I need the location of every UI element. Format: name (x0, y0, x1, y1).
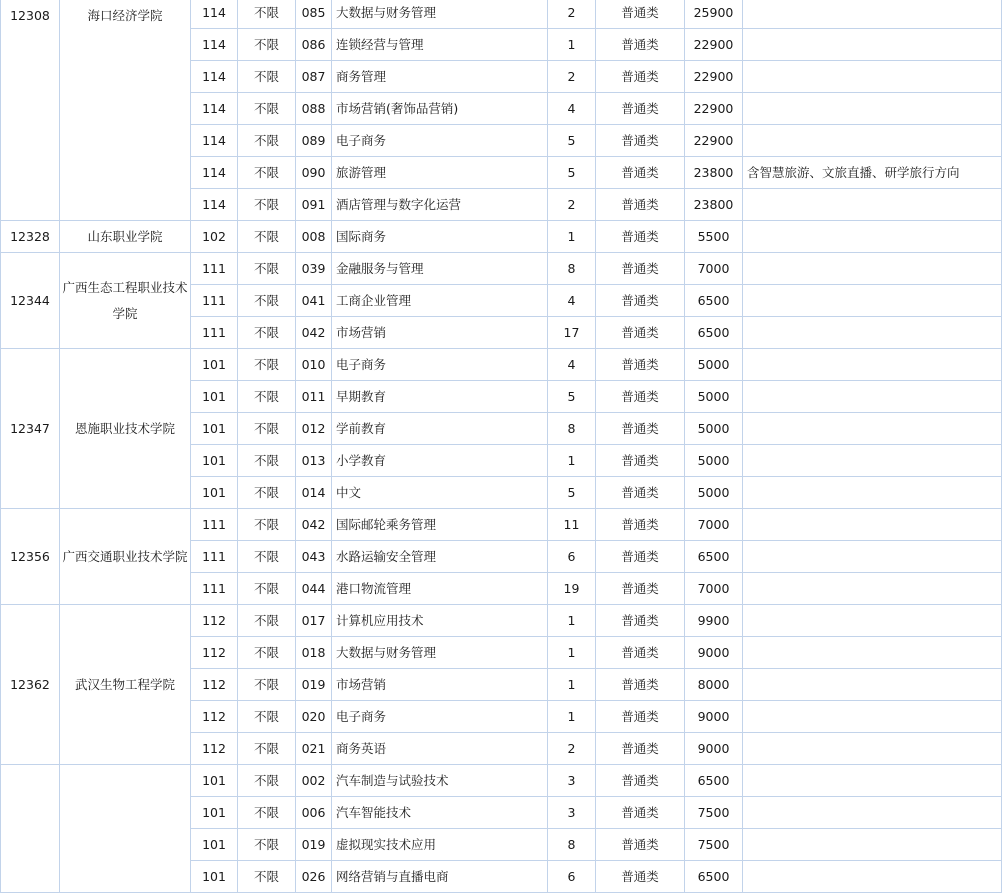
note-cell (743, 765, 1002, 797)
note-cell (743, 733, 1002, 765)
note-cell (743, 381, 1002, 413)
major-name-cell: 酒店管理与数字化运营 (332, 189, 548, 221)
school-name-cell: 山东职业学院 (60, 221, 191, 253)
plan-count-cell: 6 (548, 541, 596, 573)
tuition-cell: 6500 (685, 317, 743, 349)
category-cell: 普通类 (596, 93, 685, 125)
note-cell (743, 125, 1002, 157)
type-cell: 101 (191, 797, 238, 829)
school-code-cell: 12308 (1, 0, 60, 221)
category-cell: 普通类 (596, 573, 685, 605)
major-code-cell: 002 (296, 765, 332, 797)
major-name-cell: 商务英语 (332, 733, 548, 765)
plan-count-cell: 19 (548, 573, 596, 605)
type-cell: 114 (191, 189, 238, 221)
major-code-cell: 013 (296, 445, 332, 477)
plan-count-cell: 4 (548, 349, 596, 381)
tuition-cell: 9000 (685, 701, 743, 733)
major-name-cell: 中文 (332, 477, 548, 509)
category-cell: 普通类 (596, 701, 685, 733)
note-cell (743, 253, 1002, 285)
type-cell: 101 (191, 829, 238, 861)
note-cell (743, 285, 1002, 317)
category-cell: 普通类 (596, 605, 685, 637)
type-cell: 111 (191, 509, 238, 541)
plan-count-cell: 1 (548, 637, 596, 669)
category-cell: 普通类 (596, 381, 685, 413)
major-code-cell: 085 (296, 0, 332, 29)
school-name-cell: 广西交通职业技术学院 (60, 509, 191, 605)
major-name-cell: 小学教育 (332, 445, 548, 477)
limit-cell: 不限 (238, 605, 296, 637)
major-code-cell: 012 (296, 413, 332, 445)
note-cell (743, 221, 1002, 253)
limit-cell: 不限 (238, 637, 296, 669)
table-row (1, 221, 1002, 253)
type-cell: 112 (191, 637, 238, 669)
major-code-cell: 019 (296, 669, 332, 701)
major-code-cell: 018 (296, 637, 332, 669)
note-cell (743, 445, 1002, 477)
tuition-cell: 22900 (685, 61, 743, 93)
type-cell: 114 (191, 29, 238, 61)
note-cell (743, 541, 1002, 573)
tuition-cell: 5000 (685, 477, 743, 509)
plan-count-cell: 8 (548, 829, 596, 861)
school-code-cell: 12347 (1, 349, 60, 509)
major-name-cell: 金融服务与管理 (332, 253, 548, 285)
type-cell: 111 (191, 573, 238, 605)
type-cell: 114 (191, 93, 238, 125)
type-cell: 112 (191, 605, 238, 637)
limit-cell: 不限 (238, 381, 296, 413)
plan-count-cell: 1 (548, 221, 596, 253)
limit-cell: 不限 (238, 733, 296, 765)
note-cell (743, 861, 1002, 893)
limit-cell: 不限 (238, 701, 296, 733)
plan-count-cell: 17 (548, 317, 596, 349)
limit-cell: 不限 (238, 29, 296, 61)
tuition-cell: 6500 (685, 285, 743, 317)
tuition-cell: 25900 (685, 0, 743, 29)
type-cell: 111 (191, 285, 238, 317)
plan-count-cell: 5 (548, 157, 596, 189)
tuition-cell: 22900 (685, 93, 743, 125)
major-name-cell: 虚拟现实技术应用 (332, 829, 548, 861)
major-name-cell: 工商企业管理 (332, 285, 548, 317)
table-row (1, 509, 1002, 541)
type-cell: 111 (191, 317, 238, 349)
plan-count-cell: 3 (548, 765, 596, 797)
plan-count-cell: 1 (548, 701, 596, 733)
note-cell (743, 573, 1002, 605)
school-name-cell: 广西生态工程职业技术学院 (60, 253, 191, 349)
plan-count-cell: 1 (548, 445, 596, 477)
type-cell: 114 (191, 0, 238, 29)
category-cell: 普通类 (596, 413, 685, 445)
major-code-cell: 010 (296, 349, 332, 381)
school-name-cell (60, 765, 191, 893)
plan-count-cell: 5 (548, 125, 596, 157)
limit-cell: 不限 (238, 413, 296, 445)
table-row (1, 765, 1002, 797)
major-name-cell: 网络营销与直播电商 (332, 861, 548, 893)
major-code-cell: 088 (296, 93, 332, 125)
category-cell: 普通类 (596, 445, 685, 477)
limit-cell: 不限 (238, 125, 296, 157)
note-cell (743, 829, 1002, 861)
table-row (1, 253, 1002, 285)
type-cell: 112 (191, 669, 238, 701)
category-cell: 普通类 (596, 285, 685, 317)
table-row (1, 0, 1002, 29)
category-cell: 普通类 (596, 61, 685, 93)
major-code-cell: 020 (296, 701, 332, 733)
note-cell (743, 637, 1002, 669)
type-cell: 101 (191, 765, 238, 797)
major-name-cell: 港口物流管理 (332, 573, 548, 605)
school-code-cell (1, 765, 60, 893)
category-cell: 普通类 (596, 509, 685, 541)
tuition-cell: 8000 (685, 669, 743, 701)
category-cell: 普通类 (596, 765, 685, 797)
school-code-cell: 12328 (1, 221, 60, 253)
tuition-cell: 6500 (685, 765, 743, 797)
note-cell (743, 413, 1002, 445)
type-cell: 114 (191, 61, 238, 93)
major-code-cell: 090 (296, 157, 332, 189)
limit-cell: 不限 (238, 669, 296, 701)
note-cell (743, 93, 1002, 125)
type-cell: 101 (191, 861, 238, 893)
category-cell: 普通类 (596, 669, 685, 701)
tuition-cell: 5500 (685, 221, 743, 253)
plan-count-cell: 2 (548, 61, 596, 93)
major-name-cell: 汽车制造与试验技术 (332, 765, 548, 797)
tuition-cell: 7000 (685, 573, 743, 605)
major-code-cell: 042 (296, 509, 332, 541)
category-cell: 普通类 (596, 29, 685, 61)
major-code-cell: 042 (296, 317, 332, 349)
major-code-cell: 089 (296, 125, 332, 157)
limit-cell: 不限 (238, 221, 296, 253)
category-cell: 普通类 (596, 349, 685, 381)
school-name-cell: 武汉生物工程学院 (60, 605, 191, 765)
limit-cell: 不限 (238, 797, 296, 829)
plan-count-cell: 5 (548, 381, 596, 413)
tuition-cell: 5000 (685, 381, 743, 413)
major-code-cell: 008 (296, 221, 332, 253)
type-cell: 112 (191, 733, 238, 765)
plan-count-cell: 11 (548, 509, 596, 541)
limit-cell: 不限 (238, 0, 296, 29)
note-cell (743, 189, 1002, 221)
category-cell: 普通类 (596, 157, 685, 189)
tuition-cell: 22900 (685, 125, 743, 157)
type-cell: 111 (191, 253, 238, 285)
major-code-cell: 041 (296, 285, 332, 317)
major-code-cell: 021 (296, 733, 332, 765)
note-cell (743, 349, 1002, 381)
major-name-cell: 汽车智能技术 (332, 797, 548, 829)
category-cell: 普通类 (596, 317, 685, 349)
major-name-cell: 市场营销 (332, 669, 548, 701)
major-code-cell: 091 (296, 189, 332, 221)
limit-cell: 不限 (238, 477, 296, 509)
type-cell: 101 (191, 477, 238, 509)
plan-count-cell: 2 (548, 189, 596, 221)
school-code-cell: 12344 (1, 253, 60, 349)
category-cell: 普通类 (596, 861, 685, 893)
major-name-cell: 市场营销 (332, 317, 548, 349)
category-cell: 普通类 (596, 637, 685, 669)
limit-cell: 不限 (238, 765, 296, 797)
tuition-cell: 7500 (685, 797, 743, 829)
major-name-cell: 国际邮轮乘务管理 (332, 509, 548, 541)
category-cell: 普通类 (596, 541, 685, 573)
limit-cell: 不限 (238, 861, 296, 893)
limit-cell: 不限 (238, 317, 296, 349)
major-code-cell: 019 (296, 829, 332, 861)
plan-count-cell: 2 (548, 0, 596, 29)
major-name-cell: 国际商务 (332, 221, 548, 253)
note-cell (743, 669, 1002, 701)
major-name-cell: 大数据与财务管理 (332, 0, 548, 29)
school-name-cell: 恩施职业技术学院 (60, 349, 191, 509)
tuition-cell: 7000 (685, 253, 743, 285)
category-cell: 普通类 (596, 733, 685, 765)
limit-cell: 不限 (238, 93, 296, 125)
plan-count-cell: 8 (548, 253, 596, 285)
major-code-cell: 011 (296, 381, 332, 413)
tuition-cell: 9000 (685, 733, 743, 765)
tuition-cell: 6500 (685, 541, 743, 573)
tuition-cell: 7500 (685, 829, 743, 861)
category-cell: 普通类 (596, 829, 685, 861)
type-cell: 114 (191, 125, 238, 157)
major-name-cell: 市场营销(奢饰品营销) (332, 93, 548, 125)
limit-cell: 不限 (238, 541, 296, 573)
note-cell (743, 509, 1002, 541)
school-code-cell: 12362 (1, 605, 60, 765)
limit-cell: 不限 (238, 157, 296, 189)
limit-cell: 不限 (238, 445, 296, 477)
note-cell (743, 605, 1002, 637)
category-cell: 普通类 (596, 221, 685, 253)
note-cell (743, 61, 1002, 93)
plan-count-cell: 1 (548, 605, 596, 637)
school-code-cell: 12356 (1, 509, 60, 605)
plan-count-cell: 5 (548, 477, 596, 509)
category-cell: 普通类 (596, 797, 685, 829)
tuition-cell: 5000 (685, 413, 743, 445)
type-cell: 101 (191, 413, 238, 445)
tuition-cell: 9900 (685, 605, 743, 637)
limit-cell: 不限 (238, 829, 296, 861)
plan-count-cell: 4 (548, 93, 596, 125)
limit-cell: 不限 (238, 285, 296, 317)
major-name-cell: 旅游管理 (332, 157, 548, 189)
major-code-cell: 006 (296, 797, 332, 829)
plan-count-cell: 8 (548, 413, 596, 445)
tuition-cell: 23800 (685, 157, 743, 189)
tuition-cell: 7000 (685, 509, 743, 541)
note-cell (743, 477, 1002, 509)
major-name-cell: 商务管理 (332, 61, 548, 93)
tuition-cell: 22900 (685, 29, 743, 61)
tuition-cell: 5000 (685, 349, 743, 381)
major-name-cell: 学前教育 (332, 413, 548, 445)
tuition-cell: 6500 (685, 861, 743, 893)
major-name-cell: 早期教育 (332, 381, 548, 413)
major-name-cell: 电子商务 (332, 125, 548, 157)
major-code-cell: 017 (296, 605, 332, 637)
plan-count-cell: 1 (548, 669, 596, 701)
major-code-cell: 039 (296, 253, 332, 285)
category-cell: 普通类 (596, 0, 685, 29)
type-cell: 101 (191, 349, 238, 381)
category-cell: 普通类 (596, 125, 685, 157)
major-code-cell: 014 (296, 477, 332, 509)
limit-cell: 不限 (238, 61, 296, 93)
tuition-cell: 9000 (685, 637, 743, 669)
limit-cell: 不限 (238, 253, 296, 285)
major-code-cell: 044 (296, 573, 332, 605)
tuition-cell: 5000 (685, 445, 743, 477)
note-cell (743, 0, 1002, 29)
table-body (1, 0, 1002, 893)
note-cell (743, 317, 1002, 349)
tuition-cell: 23800 (685, 189, 743, 221)
limit-cell: 不限 (238, 509, 296, 541)
major-name-cell: 计算机应用技术 (332, 605, 548, 637)
major-code-cell: 026 (296, 861, 332, 893)
limit-cell: 不限 (238, 349, 296, 381)
major-name-cell: 电子商务 (332, 701, 548, 733)
limit-cell: 不限 (238, 189, 296, 221)
major-name-cell: 大数据与财务管理 (332, 637, 548, 669)
type-cell: 101 (191, 381, 238, 413)
plan-count-cell: 6 (548, 861, 596, 893)
school-name-cell: 海口经济学院 (60, 0, 191, 221)
type-cell: 112 (191, 701, 238, 733)
plan-count-cell: 2 (548, 733, 596, 765)
type-cell: 102 (191, 221, 238, 253)
major-name-cell: 电子商务 (332, 349, 548, 381)
category-cell: 普通类 (596, 253, 685, 285)
note-cell (743, 29, 1002, 61)
category-cell: 普通类 (596, 189, 685, 221)
major-code-cell: 043 (296, 541, 332, 573)
table-row (1, 349, 1002, 381)
type-cell: 101 (191, 445, 238, 477)
major-code-cell: 086 (296, 29, 332, 61)
major-name-cell: 水路运输安全管理 (332, 541, 548, 573)
table-row (1, 605, 1002, 637)
major-code-cell: 087 (296, 61, 332, 93)
note-cell (743, 701, 1002, 733)
limit-cell: 不限 (238, 573, 296, 605)
plan-count-cell: 1 (548, 29, 596, 61)
type-cell: 114 (191, 157, 238, 189)
plan-count-cell: 3 (548, 797, 596, 829)
note-cell: 含智慧旅游、文旅直播、研学旅行方向 (743, 157, 1002, 189)
note-cell (743, 797, 1002, 829)
plan-count-cell: 4 (548, 285, 596, 317)
type-cell: 111 (191, 541, 238, 573)
category-cell: 普通类 (596, 477, 685, 509)
major-name-cell: 连锁经营与管理 (332, 29, 548, 61)
